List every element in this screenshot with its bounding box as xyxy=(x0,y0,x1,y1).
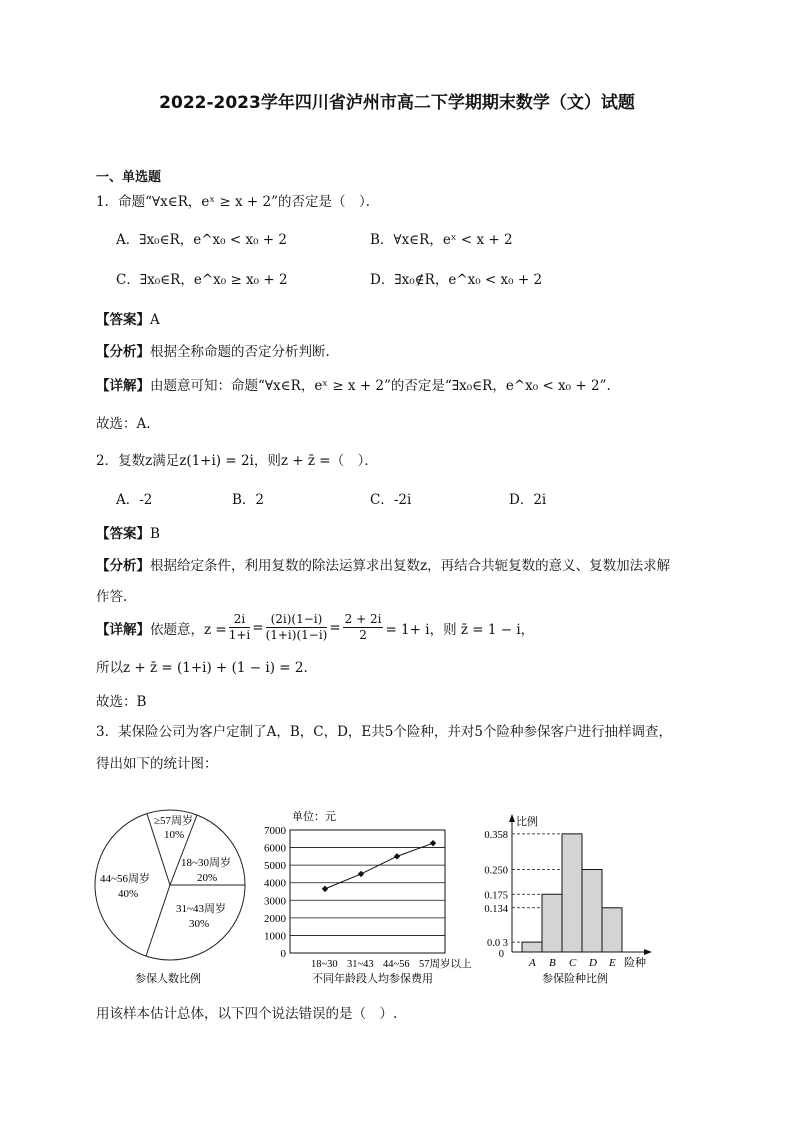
q1-choice: 故选：A. xyxy=(96,416,151,432)
line-ytick-label: 1000 xyxy=(264,930,286,943)
pie-label: 31~43周岁 xyxy=(176,903,226,915)
arrow-icon xyxy=(644,949,652,955)
line-xtick-label: 31~43 xyxy=(347,959,374,970)
bar xyxy=(582,870,602,953)
pie-title: 参保人数比例 xyxy=(135,973,201,985)
bar-xtick-label: D xyxy=(589,957,597,969)
q2-analysis-line2: 作答. xyxy=(96,589,128,605)
q3-stem-line2: 得出如下的统计图： xyxy=(96,756,218,772)
line-title: 不同年龄段人均参保费用 xyxy=(312,973,433,985)
q2-detail: 【详解】 依题意，z = $\frac{2i}{1+i}$ = $\frac{(2i)(1-i)}{(1+i)(1-i)}$ = $\frac{2 + 2i}{2}$ = 1+ i，则 z̄ = 1 − i， xyxy=(96,612,535,642)
q2-option-c: C．-2i xyxy=(370,492,412,508)
line-plot-frame xyxy=(290,830,445,953)
page-title: 2022-2023学年四川省泸州市高二下学期期末数学（文）试题 xyxy=(159,93,635,113)
fraction: $\frac{2 + 2i}{2}$ xyxy=(344,612,382,642)
fraction: $\frac{(2i)(1-i)}{(1+i)(1-i)}$ xyxy=(265,612,328,642)
line-unit-label: 单位：元 xyxy=(292,811,336,823)
q1-option-a: A．∃x₀∈R，e^x₀ < x₀ + 2 xyxy=(116,232,287,248)
bar xyxy=(542,894,562,952)
q2-option-d: D．2i xyxy=(509,492,547,508)
fraction: $\frac{2i}{1+i}$ xyxy=(228,612,251,642)
pie-value: 20% xyxy=(197,872,218,884)
q1-stem: 1．命题“∀x∈R，eˣ ≥ x + 2”的否定是（ ）． xyxy=(96,194,380,210)
line-ytick-label: 3000 xyxy=(264,895,286,908)
arrow-icon xyxy=(509,814,515,822)
bar xyxy=(522,942,542,952)
line-series xyxy=(325,843,433,889)
detail-tag: 【详解】 xyxy=(96,621,150,638)
analysis-tag: 【分析】 xyxy=(96,558,150,574)
bar-xtick-label: B xyxy=(549,957,556,969)
answer-tag: 【答案】 xyxy=(96,526,150,542)
q1-answer xyxy=(96,308,160,328)
bar-ylabel: 比例 xyxy=(516,816,538,828)
bar-ytick-label: 0.250 xyxy=(484,865,508,877)
line-point xyxy=(430,840,436,846)
bar-origin-label: 0 xyxy=(498,949,504,960)
q2-detail-line2: 所以z + z̄ = (1+i) + (1 − i) = 2. xyxy=(96,660,308,676)
bar-title: 参保险种比例 xyxy=(542,973,608,985)
bar-xtick-label: C xyxy=(569,957,577,969)
q3-tail: 用该样本估计总体，以下四个说法错误的是（ ）. xyxy=(96,1006,398,1022)
bar-xtick-label: A xyxy=(529,957,536,969)
pie-label: ≥57周岁 xyxy=(154,815,194,827)
bar-ytick-label: 0.175 xyxy=(484,890,508,902)
pie-label: 18~30周岁 xyxy=(181,857,231,869)
pie-value: 40% xyxy=(118,888,139,900)
bar-chart xyxy=(484,814,652,985)
line-xtick-label: 57周岁以上 xyxy=(419,959,472,970)
bar-ytick-label: 0.358 xyxy=(484,829,508,841)
analysis-text: 根据给定条件，利用复数的除法运算求出复数z，再结合共轭复数的意义、复数加法求解 xyxy=(150,558,671,574)
q2-analysis xyxy=(96,554,670,574)
section-heading: 一、单选题 xyxy=(96,170,162,185)
q2-answer xyxy=(96,522,160,542)
line-xtick-label: 44~56 xyxy=(383,959,410,970)
pie-divider xyxy=(146,885,170,956)
line-point xyxy=(358,871,364,877)
answer-value: A xyxy=(150,312,160,328)
bar-ytick-label: 0.134 xyxy=(484,903,508,915)
answer-value: B xyxy=(150,526,160,542)
bar xyxy=(602,908,622,952)
bar-xtick-label: E xyxy=(609,957,616,969)
q2-option-a: A．-2 xyxy=(116,492,153,508)
line-ytick-label: 2000 xyxy=(264,912,286,925)
q2-choice: 故选：B xyxy=(96,694,147,710)
q1-option-b: B．∀x∈R，eˣ < x + 2 xyxy=(370,232,513,248)
detail-prefix: 依题意，z = xyxy=(150,621,227,638)
line-ytick-label: 6000 xyxy=(264,842,286,855)
line-ytick-label: 5000 xyxy=(264,860,286,873)
q1-option-c: C．∃x₀∈R，e^x₀ ≥ x₀ + 2 xyxy=(116,272,288,288)
answer-tag: 【答案】 xyxy=(96,312,150,328)
line-chart xyxy=(264,810,472,985)
q3-figures xyxy=(80,800,700,995)
bar-xlabel: 险种 xyxy=(624,957,646,969)
pie-label: 44~56周岁 xyxy=(100,873,150,885)
analysis-text: 根据全称命题的否定分析判断. xyxy=(150,344,330,360)
line-xtick-label: 18~30 xyxy=(311,959,338,970)
q1-analysis xyxy=(96,340,330,360)
line-ytick-label: 4000 xyxy=(264,877,286,890)
q2-stem: 2．复数z满足z(1+i) = 2i，则z + z̄ =（ ）． xyxy=(96,453,378,469)
pie-value: 30% xyxy=(189,918,210,930)
line-ytick-label: 0 xyxy=(280,948,286,960)
analysis-tag: 【分析】 xyxy=(96,344,150,360)
pie-chart xyxy=(95,810,245,985)
bar-ytick-label: 0.0 3 xyxy=(487,938,508,950)
line-ytick-label: 7000 xyxy=(264,825,286,837)
detail-tag: 【详解】 xyxy=(96,378,150,394)
pie-value: 10% xyxy=(164,829,185,841)
q1-detail xyxy=(96,374,611,394)
q2-option-b: B．2 xyxy=(232,492,265,508)
q1-option-d: D．∃x₀∉R，e^x₀ < x₀ + 2 xyxy=(370,272,543,288)
bar xyxy=(562,834,582,952)
detail-text: 由题意可知：命题“∀x∈R，eˣ ≥ x + 2”的否定是“∃x₀∈R，e^x₀ < x₀ + 2”. xyxy=(150,378,611,394)
line-point xyxy=(394,853,400,859)
q3-stem-line1: 3．某保险公司为客户定制了A，B，C，D，E共5个险种，并对5个险种参保客户进行抽样调查， xyxy=(96,724,672,740)
detail-suffix: = 1+ i，则 z̄ = 1 − i， xyxy=(385,621,535,638)
line-point xyxy=(322,886,328,892)
